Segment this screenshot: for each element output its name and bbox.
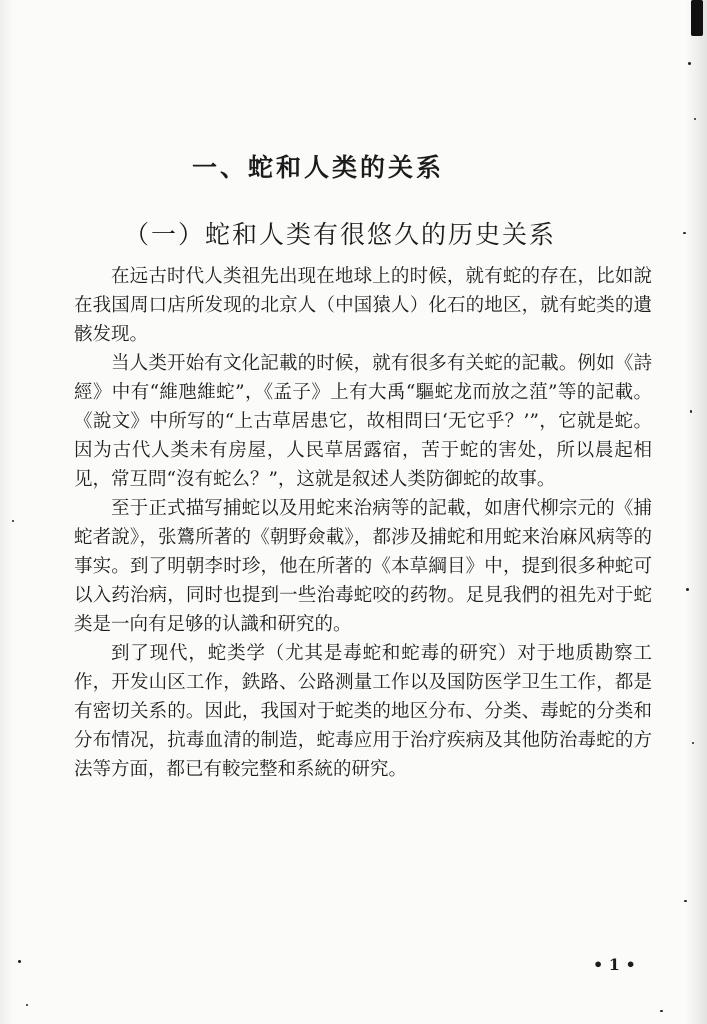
scan-speck (688, 62, 691, 65)
scan-speck (12, 520, 14, 522)
scan-speck (684, 900, 687, 902)
scan-speck (18, 960, 21, 963)
page-edge-shadow-right (685, 0, 707, 1024)
scan-ink-blot (691, 0, 703, 36)
section-title: （一）蛇和人类有很悠久的历史关系 (124, 220, 557, 249)
scan-speck (26, 1004, 28, 1006)
scan-speck (683, 232, 686, 234)
page-number: • 1 • (593, 955, 636, 974)
paragraph-1: 在远古时代人类祖先出现在地球上的时候，就有蛇的存在，比如說在我国周口店所发现的北京人（中国猿人）化石的地区，就有蛇类的遺骸发现。 (74, 266, 652, 345)
chapter-title: 一、蛇和人类的关系 (192, 153, 445, 182)
paragraph-3: 至于正式描写捕蛇以及用蛇来治病等的記載，如唐代柳宗元的《捕蛇者說》，张鷟所著的《朝野僉載》，都涉及捕蛇和用蛇来治麻风病等的事实。到了明朝李时珍，他在所著的《本草綱目》中，提到很多种蛇可以入药治病，同时也提到一些治毒蛇咬的药物。足見我們的祖先对于蛇类是一向有足够的认識和研究的。 (74, 498, 652, 635)
scan-speck (660, 1010, 663, 1012)
scan-speck (690, 410, 692, 413)
scan-speck (694, 118, 696, 120)
page-edge-shadow-left (0, 0, 14, 1024)
paragraph-4: 到了现代，蛇类学（尤其是毒蛇和蛇毒的研究）对于地质勘察工作，开发山区工作，鉄路、公路测量工作以及国防医学卫生工作，都是有密切关系的。因此，我国对于蛇类的地区分布、分类、毒蛇的分类和分布情况，抗毒血清的制造，蛇毒应用于治疗疾病及其他防治毒蛇的方法等方面，都已有較完整和系統的研究。 (74, 643, 652, 780)
paragraph-2: 当人类开始有文化記載的时候，就有很多有关蛇的記載。例如《詩經》中有“維虺維蛇”，《孟子》上有大禹“驅蛇龙而放之菹”等的記載。《說文》中所写的“上古草居患它，故相問曰‘无它乎？’”，它就是蛇。因为古代人类未有房屋，人民草居露宿，苦于蛇的害处，所以晨起相见，常互問“沒有蛇么？”，这就是叙述人类防御蛇的故事。 (74, 353, 652, 490)
scan-speck (686, 588, 689, 591)
body-text (74, 262, 652, 784)
scan-speck (692, 742, 694, 744)
